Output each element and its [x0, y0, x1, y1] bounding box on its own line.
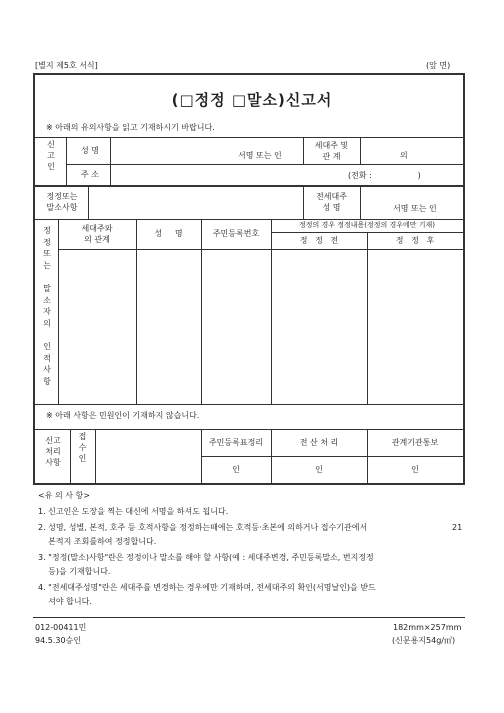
details-col-2	[201, 219, 202, 404]
approval-date: 94.5.30승인	[35, 636, 81, 645]
target-label-divider	[88, 185, 89, 219]
details-header-line	[58, 249, 463, 250]
col-after-header: 정 정 후	[395, 236, 435, 245]
details-group-label: 정 정 또 는 말 소 자 의 인 적 사 항	[43, 226, 51, 386]
head-label-right	[360, 185, 361, 219]
address-label: 주 소	[81, 170, 99, 179]
col-notify-header: 관계기관통보	[391, 438, 439, 447]
col-name-header: 성 명	[154, 229, 183, 238]
notice-office: ※ 아래 사항은 민원인이 기재하지 않습니다.	[46, 411, 200, 420]
relation-label: 세대주 및 관 계	[314, 141, 349, 161]
col-id-header: 주민등록번호	[212, 229, 260, 238]
form-title: (□정정 □말소)신고서	[171, 91, 333, 109]
processing-label: 신고 처리 사항	[45, 436, 61, 467]
footer-line	[33, 617, 465, 618]
stamp-correction: 인	[232, 465, 240, 474]
notice-top: ※ 아래의 유의사항을 읽고 기재하시기 바랍니다.	[46, 123, 215, 132]
note-line: 등)을 기재합니다.	[38, 567, 111, 576]
paper-type: (신문용지54g/㎡)	[392, 636, 456, 645]
target-signature: 서명 또는 인	[393, 204, 437, 213]
stamp-computer: 인	[315, 465, 323, 474]
note-line: 4. "전세대주성명"란은 세대주를 변경하는 경우에만 기재하며, 전세대주의 확인(서명날인)을 받드	[38, 583, 376, 592]
details-group-divider	[58, 219, 59, 404]
processing-top-line	[35, 429, 463, 430]
details-bottom-line	[35, 404, 463, 405]
receipt-label: 접 수 인	[78, 432, 87, 463]
applicant-label-divider	[110, 137, 111, 185]
phone-field[interactable]: (전화 : )	[348, 171, 421, 180]
applicant-bottom-line	[35, 185, 463, 187]
side-mark: 21	[452, 523, 463, 532]
processing-receipt-divider	[95, 429, 96, 484]
form-number: [별지 제5호 서식]	[35, 61, 98, 70]
relation-label-right	[360, 137, 361, 164]
col-content-header: 정정의 경우 정정내용(정정의 경우에만 기재)	[298, 221, 436, 229]
col-relation-header: 세대주와 의 관계	[81, 224, 113, 244]
note-line: 셔야 합니다.	[38, 597, 92, 606]
previous-head-label: 전세대주 성 명	[316, 192, 347, 212]
form-code: 012-00411민	[35, 623, 87, 632]
processing-col-1	[201, 429, 202, 484]
col-computer-header: 전 산 처 리	[299, 438, 339, 447]
applicant-group-label: 신 고 인	[47, 140, 55, 171]
applicant-mid-line	[66, 164, 463, 165]
target-label: 정정또는 말소사항	[46, 192, 78, 212]
form-frame	[33, 73, 465, 485]
target-bottom-line	[35, 219, 463, 220]
col-before-header: 정 정 전	[299, 236, 339, 245]
applicant-signature: 서명 또는 인	[238, 151, 282, 160]
note-line: 1. 신고인은 도장을 찍는 대신에 서명을 하셔도 됩니다.	[38, 507, 229, 516]
note-line: 3. "정정(말소)사항"란은 정정이나 말소를 해야 할 사항(예 : 세대주변경, 주민등록말소, 번지정정	[38, 553, 374, 562]
notes-heading: <유 의 사 항>	[38, 491, 90, 500]
applicant-name-label: 성 명	[81, 146, 99, 155]
processing-col-3	[367, 429, 368, 484]
note-line: 2. 성명, 성별, 본적, 호주 등 호적사항을 정정하는때에는 호적등·초본에 의하거나 접수기관에서	[38, 523, 368, 532]
col-correction-header: 주민등록표정리	[208, 438, 264, 447]
details-col-3	[271, 219, 272, 404]
details-col-4	[367, 232, 368, 404]
processing-col-2	[271, 429, 272, 484]
processing-mid-line	[201, 456, 463, 457]
details-col-1	[136, 219, 137, 404]
stamp-notify: 인	[411, 465, 419, 474]
page-side-label: (앞 면)	[426, 61, 451, 70]
relation-suffix: 의	[400, 151, 408, 160]
paper-size: 182mm×257mm	[393, 623, 462, 632]
applicant-top-line	[35, 137, 463, 138]
applicant-group-divider	[66, 137, 67, 185]
note-line: 본적지 조회를하여 정정합니다.	[38, 537, 157, 546]
